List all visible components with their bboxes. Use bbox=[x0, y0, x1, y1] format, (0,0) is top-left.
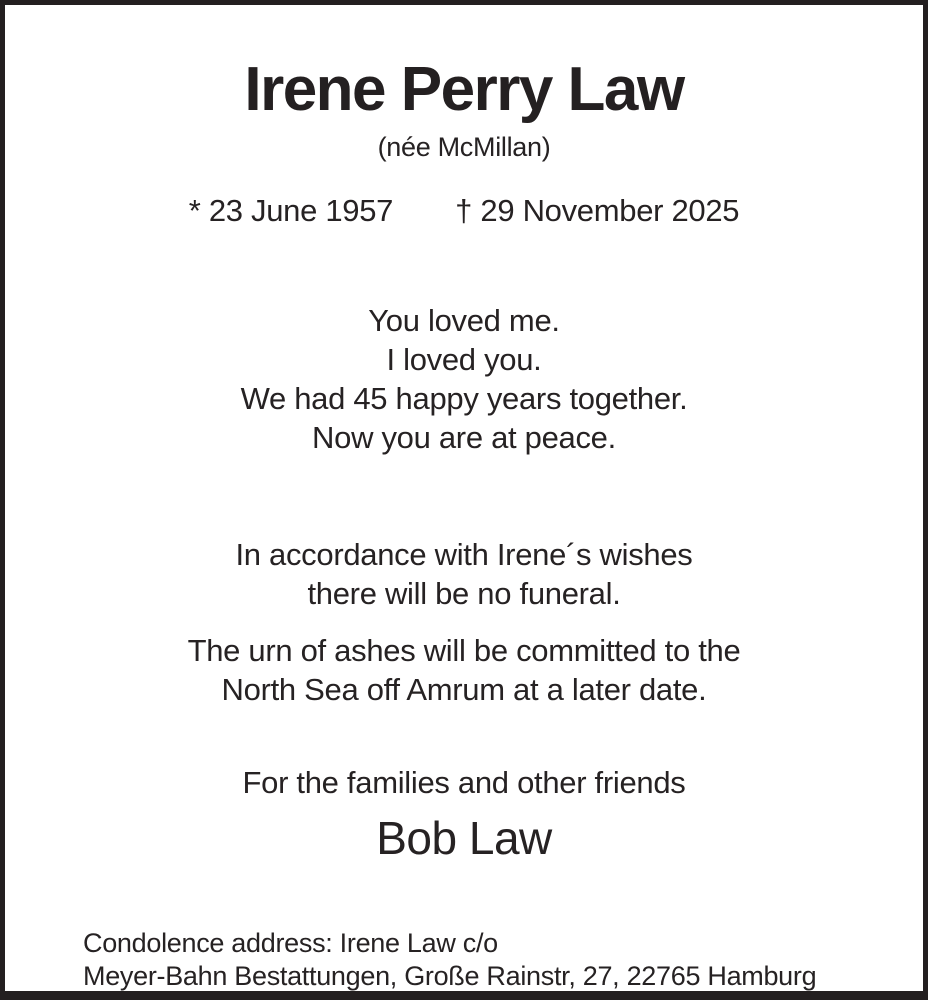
funeral-wishes bbox=[45, 535, 883, 613]
condolence-line: Condolence address: Irene Law c/o bbox=[83, 928, 498, 959]
urn-line: North Sea off Amrum at a later date. bbox=[221, 672, 707, 708]
deceased-name: Irene Perry Law bbox=[244, 55, 684, 124]
wishes-line: In accordance with Irene´s wishes bbox=[235, 537, 693, 573]
notice-content bbox=[5, 5, 923, 991]
poem-line: Now you are at peace. bbox=[312, 420, 616, 456]
urn-announcement bbox=[45, 631, 883, 709]
poem-line: You loved me. bbox=[368, 303, 560, 339]
condolence-line: Meyer-Bahn Bestattungen, Große Rainstr, 27, 22765 Hamburg bbox=[83, 961, 817, 992]
mourner-name: Bob Law bbox=[376, 812, 552, 865]
memorial-poem bbox=[45, 301, 883, 457]
poem-line: We had 45 happy years together. bbox=[240, 381, 688, 417]
condolence-address bbox=[45, 927, 883, 993]
maiden-name: (née McMillan) bbox=[377, 132, 551, 163]
urn-line: The urn of ashes will be committed to the bbox=[187, 633, 741, 669]
poem-line: I loved you. bbox=[386, 342, 542, 378]
birth-date: * 23 June 1957 bbox=[188, 193, 394, 229]
wishes-line: there will be no funeral. bbox=[307, 576, 621, 612]
death-date: † 29 November 2025 bbox=[455, 193, 740, 229]
life-dates bbox=[45, 193, 883, 229]
mourners-intro: For the families and other friends bbox=[242, 765, 686, 801]
